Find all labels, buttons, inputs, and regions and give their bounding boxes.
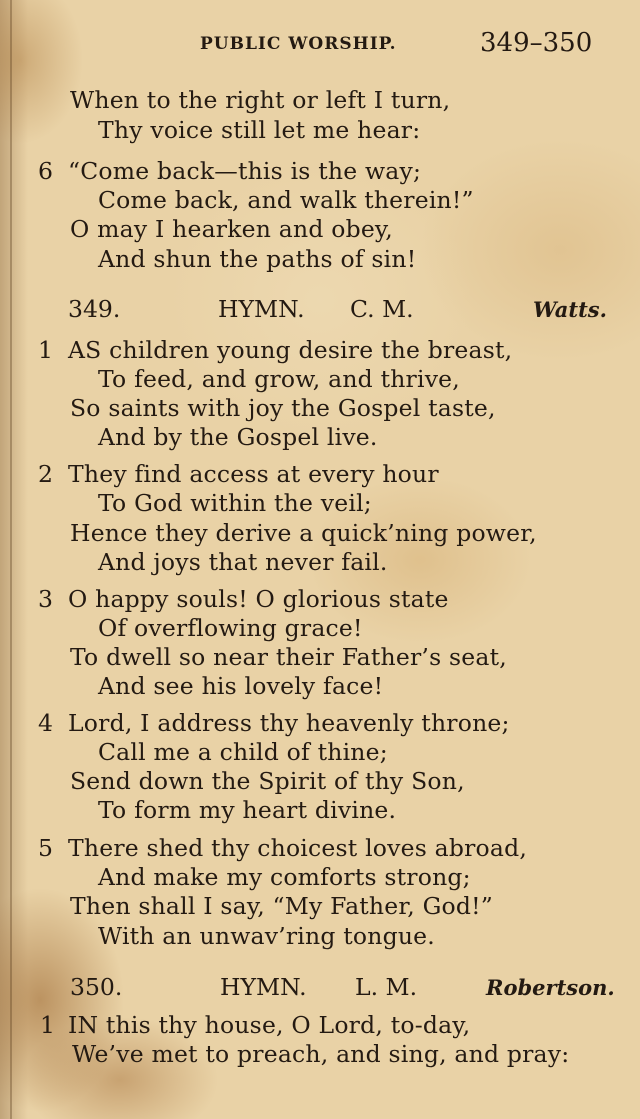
verse-number: 1 — [40, 1011, 55, 1039]
hymn-number: 349. — [68, 295, 121, 323]
verse-line: And joys that never fail. — [98, 548, 388, 576]
verse-number: 6 — [38, 157, 53, 185]
verse-line: Lord, I address thy heavenly throne; — [68, 709, 510, 737]
verse-number: 4 — [38, 709, 53, 737]
verse-line: “Come back—this is the way; — [68, 157, 422, 185]
hymn-label: HYMN. — [218, 295, 305, 323]
verse-line: Come back, and walk therein!” — [98, 186, 474, 214]
verse-line: And by the Gospel live. — [98, 423, 378, 451]
verse-line: And make my comforts strong; — [98, 863, 471, 891]
verse-line: Send down the Spirit of thy Son, — [70, 767, 465, 795]
verse-line: To dwell so near their Father’s seat, — [70, 643, 507, 671]
verse-number: 2 — [38, 460, 53, 488]
verse-line: With an unwav’ring tongue. — [98, 922, 435, 950]
verse-line: There shed thy choicest loves abroad, — [68, 834, 528, 862]
hymn-meter: L. M. — [355, 973, 418, 1001]
verse-line: Of overflowing grace! — [98, 614, 363, 642]
page-gutter-edge — [10, 0, 12, 1119]
verse-line: And see his lovely face! — [98, 672, 384, 700]
verse-line: Call me a child of thine; — [98, 738, 388, 766]
verse-line: IN this thy house, O Lord, to-day, — [68, 1011, 471, 1039]
verse-line: O happy souls! O glorious state — [68, 585, 449, 613]
verse-line: When to the right or left I turn, — [70, 86, 451, 114]
verse-line: Then shall I say, “My Father, God!” — [70, 892, 493, 920]
verse-line: AS children young desire the breast, — [68, 336, 513, 364]
verse-line: So saints with joy the Gospel taste, — [70, 394, 496, 422]
hymn-label: HYMN. — [220, 973, 307, 1001]
verse-line: Hence they derive a quick’ning power, — [70, 519, 537, 547]
header-page-numbers: 349–350 — [480, 28, 593, 58]
hymn-meter: C. M. — [350, 295, 414, 323]
verse-line: To feed, and grow, and thrive, — [98, 365, 460, 393]
verse-line: We’ve met to preach, and sing, and pray: — [72, 1040, 570, 1068]
hymn-author: Watts. — [533, 297, 607, 322]
verse-line: To form my heart divine. — [98, 796, 397, 824]
verse-line: O may I hearken and obey, — [70, 215, 393, 243]
verse-line: And shun the paths of sin! — [98, 245, 417, 273]
hymn-author: Robertson. — [486, 975, 615, 1000]
verse-line: Thy voice still let me hear: — [98, 116, 421, 144]
verse-number: 5 — [38, 834, 53, 862]
verse-line: To God within the veil; — [98, 489, 372, 517]
hymn-number: 350. — [70, 973, 123, 1001]
header-title: PUBLIC WORSHIP. — [200, 34, 397, 54]
verse-number: 3 — [38, 585, 53, 613]
verse-line: They find access at every hour — [68, 460, 439, 488]
verse-number: 1 — [38, 336, 53, 364]
